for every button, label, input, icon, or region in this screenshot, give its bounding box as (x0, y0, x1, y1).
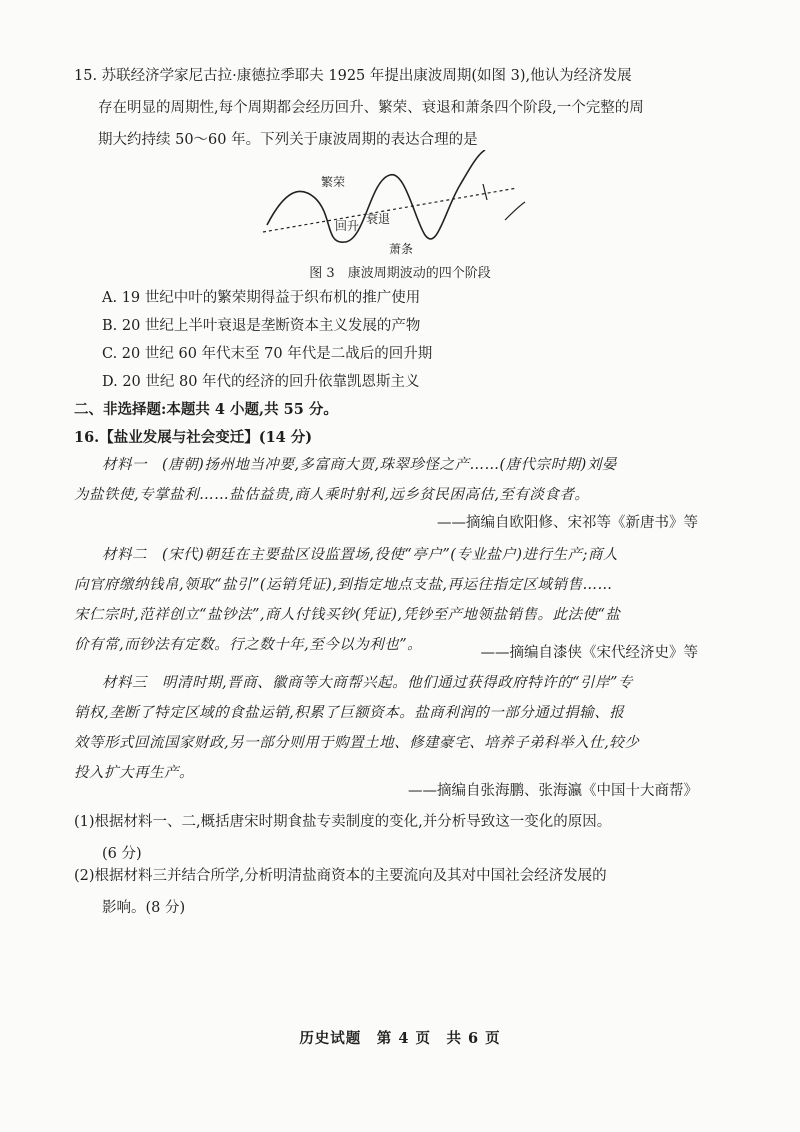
question-16-title: 16.【盐业发展与社会变迁】(14 分) (74, 429, 313, 446)
label-recession: 衰退 (366, 212, 391, 226)
q15-line-3: 期大约持续 50～60 年。下列关于康波周期的表达合理的是 (98, 132, 478, 148)
material-3-source: ——摘编自张海鹏、张海瀛《中国十大商帮》 (408, 783, 698, 799)
section-2-heading: 二、非选择题:本题共 4 小题,共 55 分。 (74, 401, 338, 418)
wave-curve (267, 150, 485, 242)
material-2-source: ——摘编自漆侠《宋代经济史》等 (480, 645, 698, 661)
sub-question-2 (74, 860, 607, 924)
material-3 (74, 668, 639, 788)
option-c: C. 20 世纪 60 年代末至 70 年代是二战后的回升期 (102, 346, 433, 362)
m2-line-3: 宋仁宗时,范祥创立“盐钞法”,商人付钱买钞(凭证),凭钞至产地领盐销售。此法使“盐 (74, 607, 621, 623)
wave-tail (505, 202, 525, 220)
sub2-line-1: (2)根据材料三并结合所学,分析明清盐商资本的主要流向及其对中国社会经济发展的 (74, 868, 607, 884)
question-15-stem (74, 60, 644, 156)
material-1-source: ——摘编自欧阳修、宋祁等《新唐书》等 (437, 515, 698, 531)
label-recovery: 回升 (335, 219, 360, 233)
m2-line-4: 价有常,而钞法有定数。行之数十年,至今以为利也”。 (74, 637, 423, 653)
m3-line-1: 材料三 明清时期,晋商、徽商等大商帮兴起。他们通过获得政府特许的“引岸”专 (102, 675, 633, 691)
sub1-line-1: (1)根据材料一、二,概括唐宋时期食盐专卖制度的变化,并分析导致这一变化的原因。 (74, 814, 612, 830)
q15-line-2: 存在明显的周期性,每个周期都会经历回升、繁荣、衰退和萧条四个阶段,一个完整的周 (98, 100, 644, 116)
sub1-line-2: (6 分) (102, 846, 142, 862)
trend-tick (483, 184, 487, 200)
m3-line-4: 投入扩大再生产。 (74, 765, 194, 781)
option-b: B. 20 世纪上半叶衰退是垄断资本主义发展的产物 (102, 318, 421, 334)
sub2-line-2: 影响。(8 分) (102, 900, 186, 916)
kondratiev-wave-figure (255, 150, 535, 260)
label-prosperity: 繁荣 (321, 175, 346, 189)
q15-line-1: 15. 苏联经济学家尼古拉·康德拉季耶夫 1925 年提出康波周期(如图 3),他认为经济发展 (74, 68, 632, 84)
option-d: D. 20 世纪 80 年代的经济的回升依靠凯恩斯主义 (102, 374, 420, 390)
figure-caption: 图 3 康波周期波动的四个阶段 (309, 266, 491, 281)
m2-line-2: 向官府缴纳钱帛,领取“盐引”(运销凭证),到指定地点支盐,再运往指定区域销售…… (74, 577, 613, 593)
m2-line-1: 材料二 (宋代)朝廷在主要盐区设监置场,役使“亭户”(专业盐户)进行生产;商人 (102, 547, 618, 563)
material-1 (74, 450, 617, 510)
m1-line-1: 材料一 (唐朝)扬州地当冲要,多富商大贾,珠翠珍怪之产……(唐代宗时期)刘晏 (102, 457, 617, 473)
label-depression: 萧条 (389, 242, 414, 256)
m3-line-3: 效等形式回流国家财政,另一部分则用于购置土地、修建豪宅、培养子弟科举入仕,较少 (74, 735, 640, 751)
m1-line-2: 为盐铁使,专掌盐利……盐估益贵,商人乘时射利,远乡贫民困高估,至有淡食者。 (74, 487, 590, 503)
page-footer: 历史试题 第 4 页 共 6 页 (299, 1030, 501, 1047)
option-a: A. 19 世纪中叶的繁荣期得益于织布机的推广使用 (102, 290, 421, 306)
q15-options (102, 284, 432, 396)
m3-line-2: 销权,垄断了特定区域的食盐运销,积累了巨额资本。盐商利润的一部分通过捐输、报 (74, 705, 625, 721)
